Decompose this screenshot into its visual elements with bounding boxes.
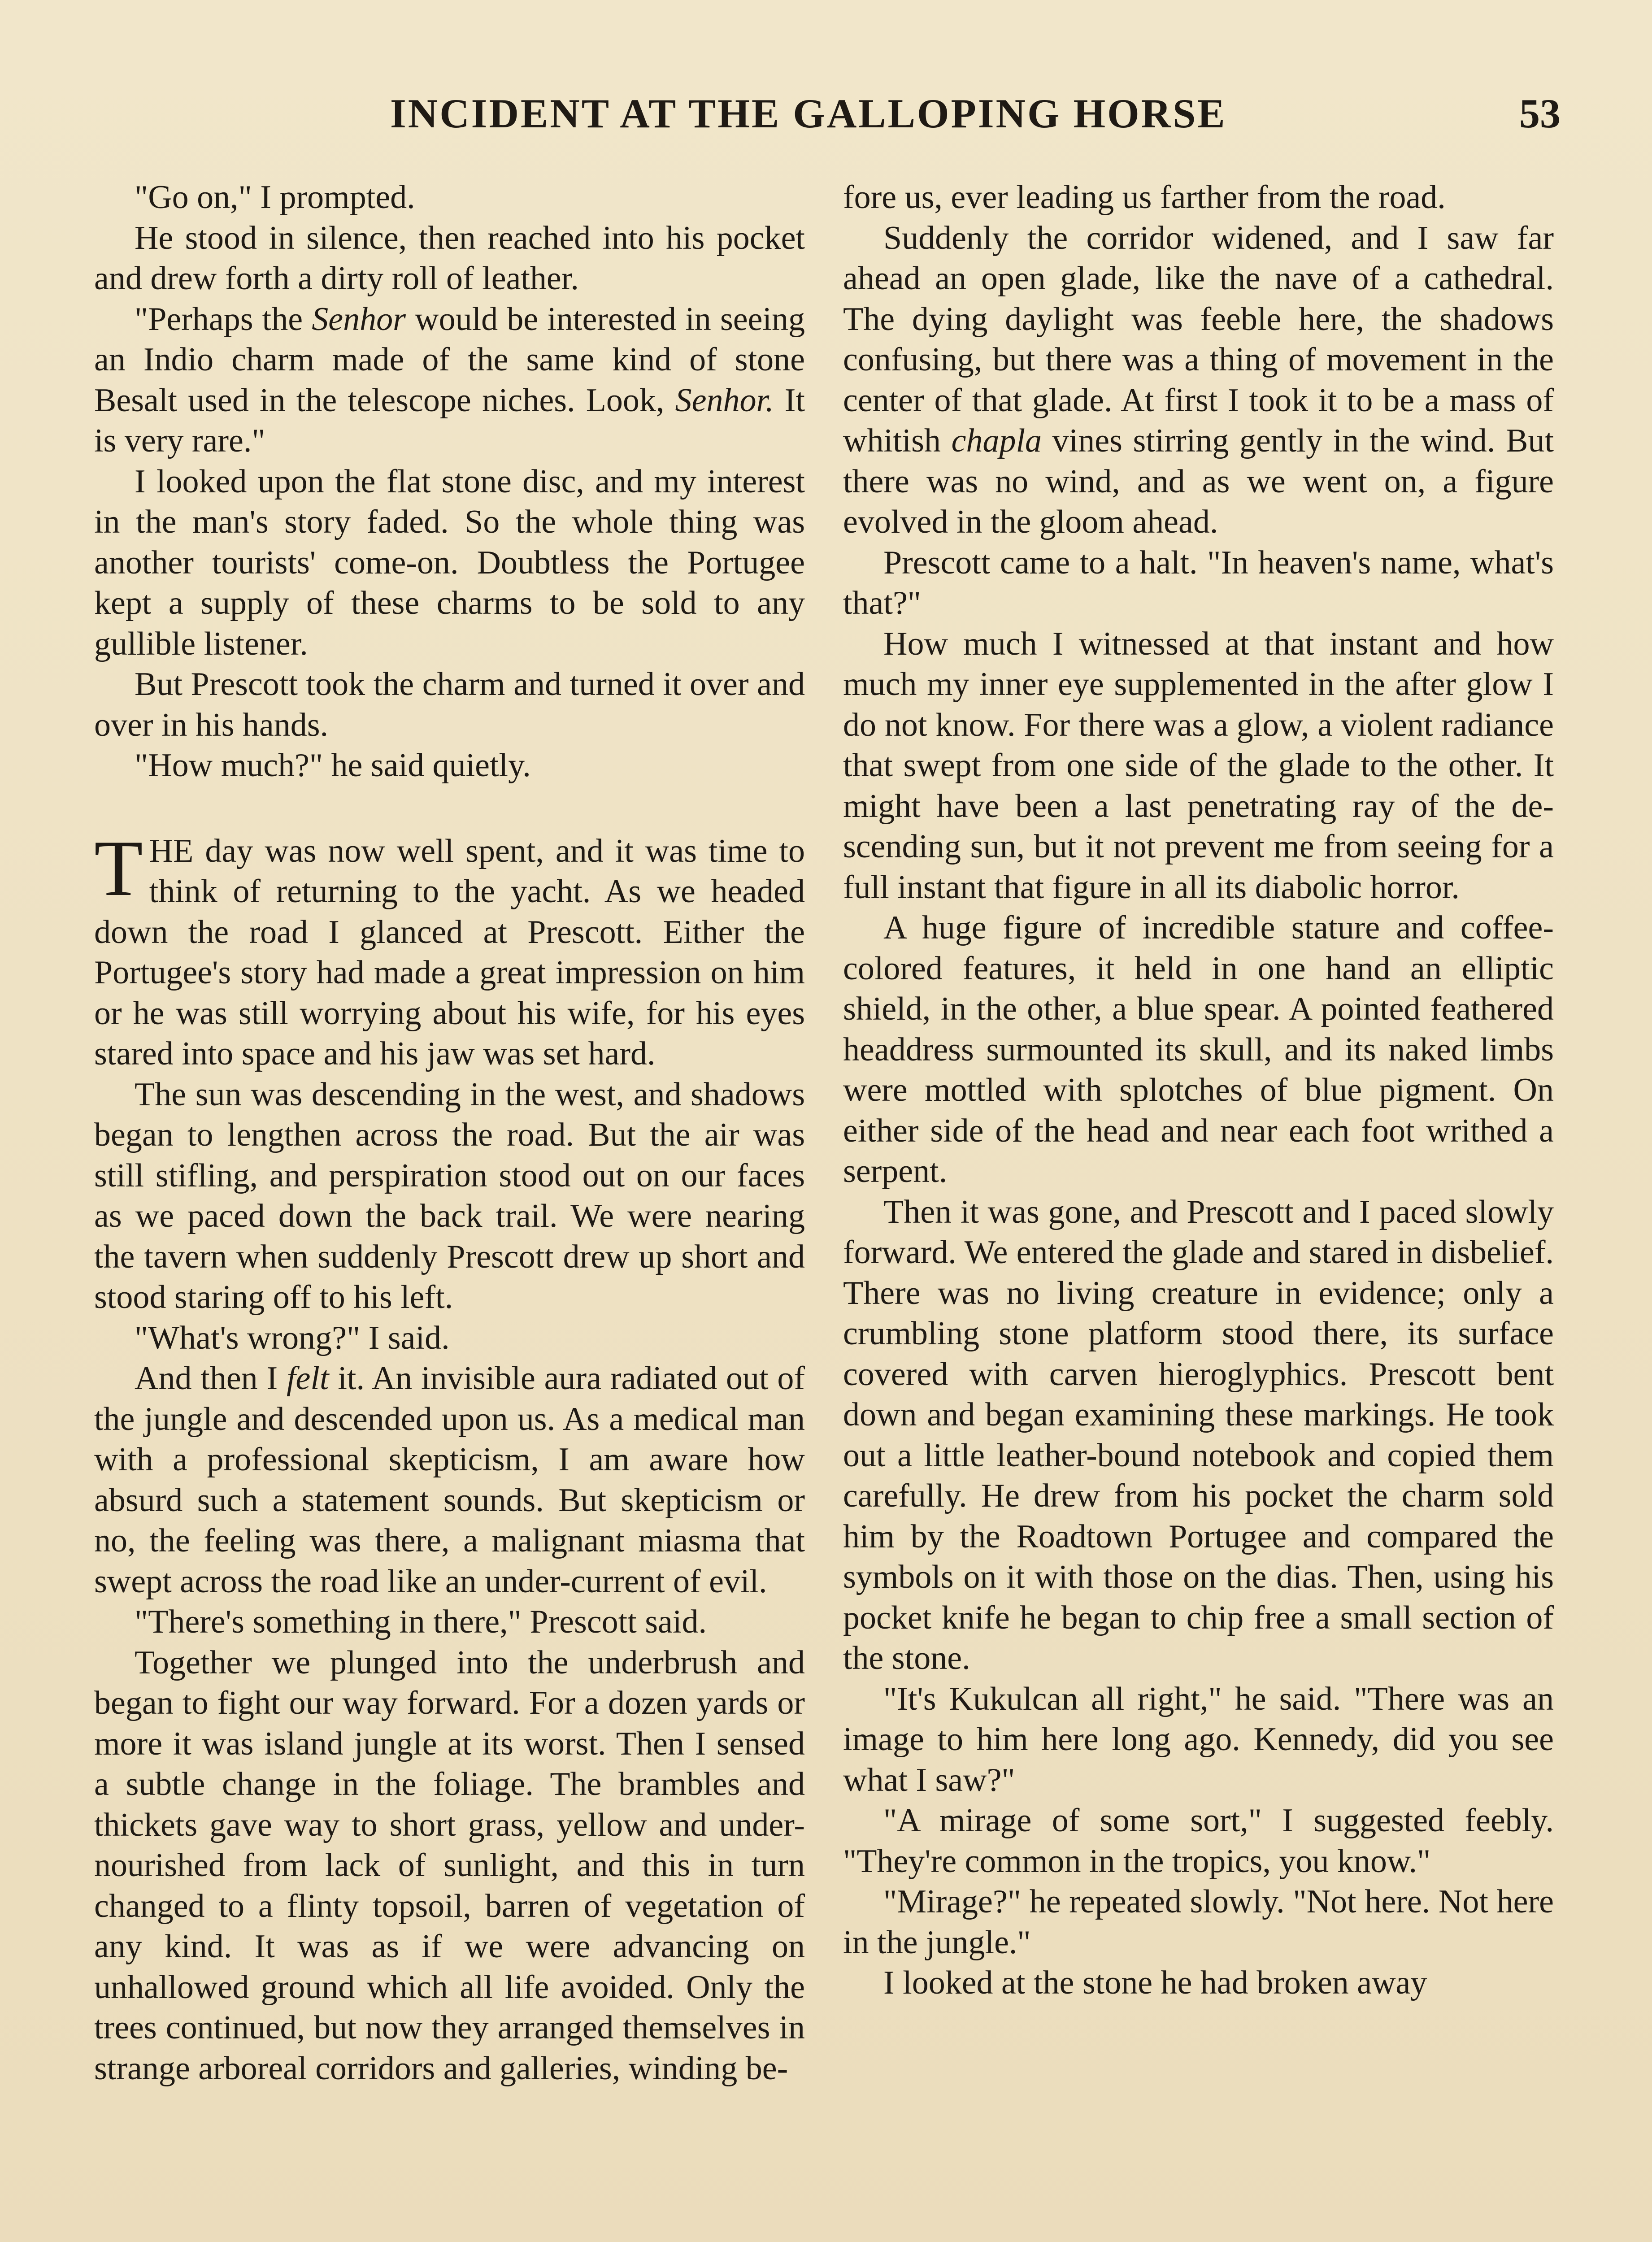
paragraph	[94, 299, 805, 461]
paragraph: He stood in silence, then reached into his pocket and drew forth a dirty roll of leather.	[94, 219, 805, 297]
paragraph: I looked at the stone he had broken away	[883, 1964, 1427, 2001]
text-run: Suddenly the corridor widened, and I saw far ahead an open glade, like the nave of a cathedral. The dying daylight was feeble here, the shadows confusing, but there was a thing of movement in the center of that glade. At first I took it to be a mass of whitish	[843, 219, 1554, 459]
paragraph: Then it was gone, and Prescott and I paced slowly forward. We entered the glade and stared in disbelief. There was no living creature in evidence; only a crumbling stone platform stood there, its surface covered with carven hieroglyphics. Prescott bent down and began examining these markings. He took out a little leather-bound notebook and copied them carefully. He drew from his pocket the charm sold him by the Roadtown Portugee and compared the symbols on it with those on the dias. Then, using his pocket knife he began to chip free a small section of the stone.	[843, 1193, 1554, 1677]
italic-chapla: chapla	[951, 422, 1042, 459]
text-run: would be interested in seeing an Indio charm made of the same kind of stone Besalt used in the telescope niches. Look,	[94, 300, 805, 419]
paragraph-continued: fore us, ever leading us farther from the road.	[843, 179, 1446, 216]
text-run: HE day was now well spent, and it was time to think of returning to the yacht. As we headed down the road I glanced at Prescott. Either the Portugee's story had made a great impression on him or he was still worrying about his wife, for his eyes stared into space and his jaw was set hard.	[94, 832, 805, 1072]
paragraph: "Go on," I prompted.	[135, 179, 415, 216]
paragraph: Prescott came to a halt. "In heaven's name, what's that?"	[843, 544, 1554, 621]
paragraph: Together we plunged into the underbrush and began to fight our way forward. For a dozen yards or more it was island jungle at its worst. Then I sensed a subtle change in the foliage. The brambles and thickets gave way to short grass, yellow and under-nourished from lack of sunlight, and this in turn changed to a flinty topsoil, barren of vegetation of any kind. It was as if we were advancing on unhallowed ground which all life avoided. Only the trees continued, but now they arranged themselves in strange arboreal corridors and galleries, winding be-	[94, 1644, 805, 2087]
page-header	[94, 90, 1561, 148]
page-number: 53	[1519, 91, 1561, 136]
paragraph: How much I witnessed at that instant and how much my inner eye supplemented in the after glow I do not know. For there was a glow, a violent radiance that swept from one side of the glade to the other. It might have been a last penetrating ray of the descending sun, but it not prevent me from seeing for a full instant that figure in all its diabolic horror.	[843, 625, 1554, 906]
paragraph: "There's something in there," Prescott said.	[135, 1603, 707, 1640]
drop-cap: T	[94, 823, 143, 912]
paragraph: But Prescott took the charm and turned it over and over in his hands.	[94, 666, 805, 743]
paragraph: "How much?" he said quietly.	[135, 747, 531, 784]
text-run: vines stirring gently in the wind. But there was no wind, and as we went on, a figure evolved in the gloom ahead.	[843, 422, 1554, 540]
paragraph: "A mirage of some sort," I suggested feebly. "They're common in the tropics, you know."	[843, 1802, 1554, 1880]
paragraph	[843, 218, 1554, 543]
paragraph	[94, 1358, 805, 1602]
text-run: It is very rare."	[94, 382, 805, 459]
paragraph: The sun was descending in the west, and shadows began to lengthen across the road. But the air was still stifling, and perspiration stood out on our faces as we paced down the back trail. We were nearing the tavern when suddenly Prescott drew up short and stood staring off to his left.	[94, 1076, 805, 1316]
text-run: And then I	[135, 1360, 287, 1397]
running-title: INCIDENT AT THE GALLOPING HORSE	[390, 91, 1227, 136]
right-column	[843, 177, 1554, 2003]
paragraph: "Mirage?" he repeated slowly. "Not here. Not here in the jungle."	[843, 1883, 1554, 1961]
left-column	[94, 177, 805, 2089]
italic-senhor: Senhor	[312, 300, 406, 338]
italic-senhor: Senhor.	[675, 382, 774, 419]
paragraph: "What's wrong?" I said.	[135, 1319, 450, 1356]
text-run: "Perhaps the	[135, 300, 312, 338]
paragraph: I looked upon the flat stone disc, and my interest in the man's story faded. So the whole thing was another tourists' come-on. Doubtless the Portugee kept a supply of these charms to be sold to any gullible listener.	[94, 463, 805, 662]
section-opening-paragraph	[94, 823, 805, 1074]
paragraph: "It's Kukulcan all right," he said. "There was an image to him here long ago. Kennedy, did you see what I saw?"	[843, 1680, 1554, 1799]
text-run: it. An invisible aura radiated out of the jungle and descended upon us. As a medical man with a professional skepticism, I am aware how absurd such a statement sounds. But skepticism or no, the feeling was there, a malignant miasma that swept across the road like an under-current of evil.	[94, 1360, 805, 1600]
paragraph: A huge figure of incredible stature and coffee-colored features, it held in one hand an elliptic shield, in the other, a blue spear. A pointed feathered headdress surmounted its skull, and its naked limbs were mottled with splotches of blue pigment. On either side of the head and near each foot writhed a serpent.	[843, 909, 1554, 1190]
italic-felt: felt	[286, 1360, 329, 1397]
